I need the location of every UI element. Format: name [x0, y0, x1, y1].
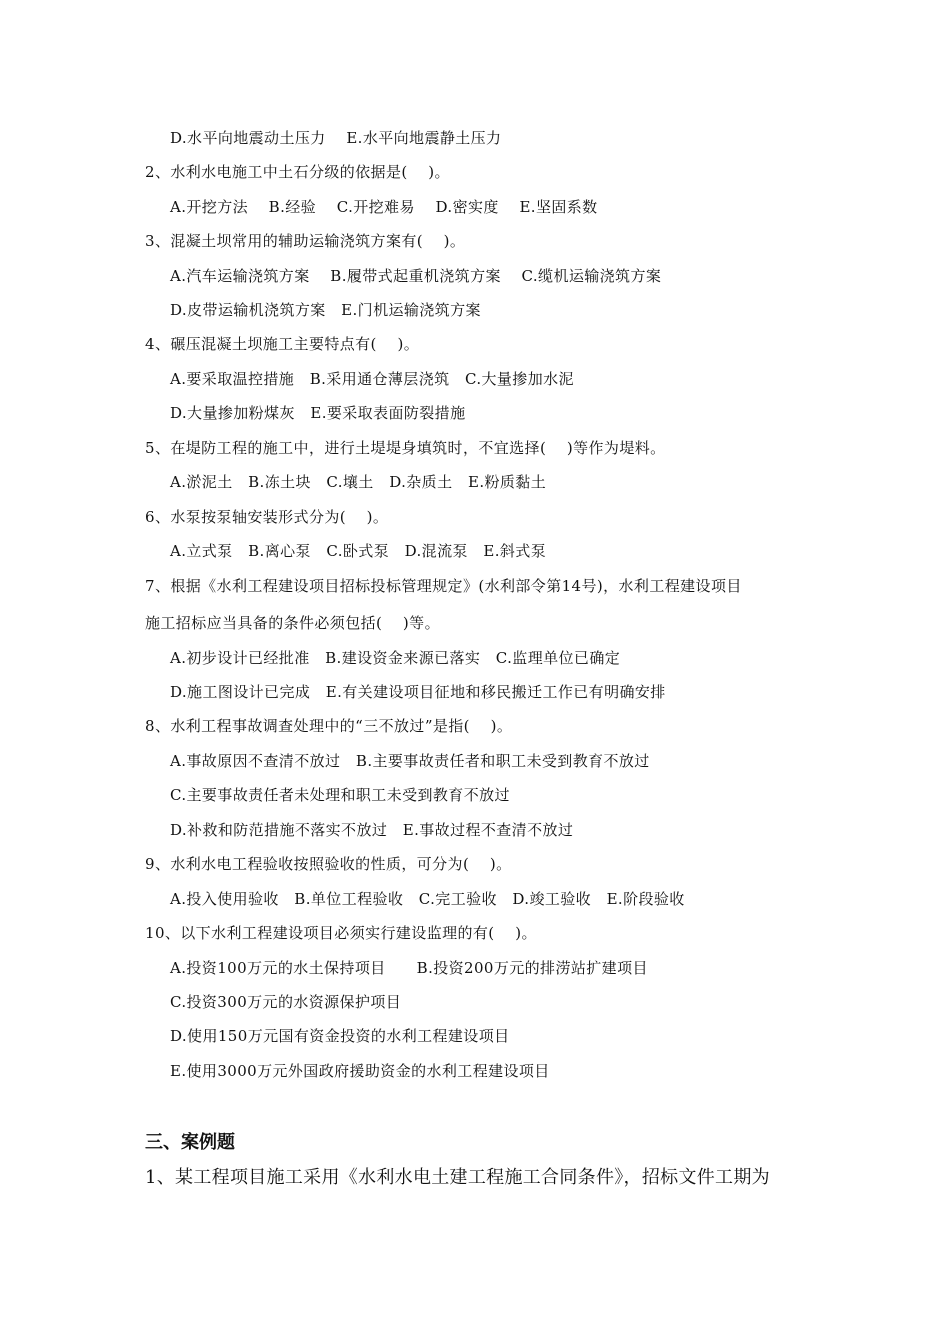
question-line: 5、在堤防工程的施工中，进行土堤堤身填筑时，不宜选择( )等作为堤料。 — [145, 439, 666, 457]
section-heading: 三、案例题 — [145, 1132, 235, 1153]
option-line: A.开挖方法 B.经验 C.开挖难易 D.密实度 E.坚固系数 — [170, 198, 598, 216]
option-line: A.汽车运输浇筑方案 B.履带式起重机浇筑方案 C.缆机运输浇筑方案 — [170, 267, 662, 285]
option-line: A.淤泥土 B.冻土块 C.壤土 D.杂质土 E.粉质黏土 — [170, 473, 547, 491]
question-line: 3、混凝土坝常用的辅助运输浇筑方案有( )。 — [145, 232, 466, 250]
option-line: A.事故原因不查清不放过 B.主要事故责任者和职工未受到教育不放过 — [170, 752, 650, 770]
option-line: A.立式泵 B.离心泵 C.卧式泵 D.混流泵 E.斜式泵 — [170, 542, 547, 560]
case-question-line: 1、某工程项目施工采用《水利水电土建工程施工合同条件》，招标文件工期为 — [145, 1167, 770, 1188]
option-line: D.施工图设计已完成 E.有关建设项目征地和移民搬迁工作已有明确安排 — [170, 683, 666, 701]
option-line: C.主要事故责任者未处理和职工未受到教育不放过 — [170, 786, 510, 804]
question-line: 9、水利水电工程验收按照验收的性质，可分为( )。 — [145, 855, 512, 873]
question-line: 施工招标应当具备的条件必须包括( )等。 — [145, 614, 440, 632]
question-line: 10、以下水利工程建设项目必须实行建设监理的有( )。 — [145, 924, 537, 942]
option-line: D.皮带运输机浇筑方案 E.门机运输浇筑方案 — [170, 301, 481, 319]
question-line: 6、水泵按泵轴安装形式分为( )。 — [145, 508, 389, 526]
question-line: 4、碾压混凝土坝施工主要特点有( )。 — [145, 335, 420, 353]
option-line: A.投入使用验收 B.单位工程验收 C.完工验收 D.竣工验收 E.阶段验收 — [170, 890, 685, 908]
option-line: A.初步设计已经批准 B.建设资金来源已落实 C.监理单位已确定 — [170, 649, 621, 667]
option-line: D.大量掺加粉煤灰 E.要采取表面防裂措施 — [170, 404, 466, 422]
option-line: C.投资300万元的水资源保护项目 — [170, 993, 402, 1011]
option-line: E.使用3000万元外国政府援助资金的水利工程建设项目 — [170, 1062, 550, 1080]
question-line: 2、水利水电施工中土石分级的依据是( )。 — [145, 163, 450, 181]
option-line: D.使用150万元国有资金投资的水利工程建设项目 — [170, 1027, 510, 1045]
option-line: A.投资100万元的水土保持项目 B.投资200万元的排涝站扩建项目 — [170, 959, 648, 977]
option-line: D.补救和防范措施不落实不放过 E.事故过程不查清不放过 — [170, 821, 574, 839]
option-line: A.要采取温控措施 B.采用通仓薄层浇筑 C.大量掺加水泥 — [170, 370, 574, 388]
question-line: 8、水利工程事故调查处理中的“三不放过”是指( )。 — [145, 717, 513, 735]
question-line: 7、根据《水利工程建设项目招标投标管理规定》(水利部令第14号)，水利工程建设项目 — [145, 577, 742, 595]
option-line: D.水平向地震动土压力 E.水平向地震静土压力 — [170, 129, 502, 147]
